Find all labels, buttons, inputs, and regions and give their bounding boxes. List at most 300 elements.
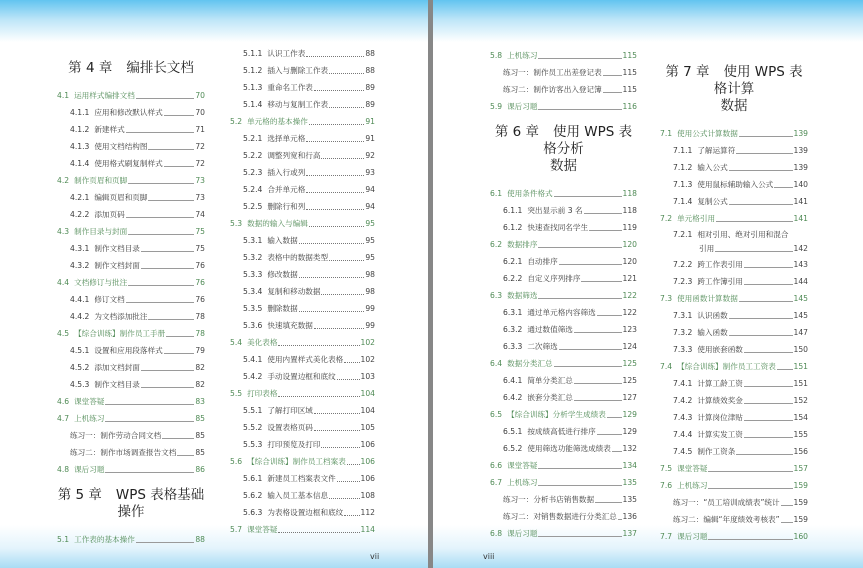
entry-title: 输入公式 bbox=[697, 163, 728, 172]
toc-entry[interactable] bbox=[57, 274, 205, 291]
toc-entry[interactable] bbox=[57, 444, 205, 461]
toc-entry[interactable] bbox=[57, 240, 205, 257]
toc-entry[interactable] bbox=[660, 358, 808, 375]
entry-page-number: 85 bbox=[195, 414, 205, 423]
entry-title: 复制和移动数据 bbox=[267, 287, 321, 296]
chapter-heading bbox=[660, 64, 808, 115]
toc-entry[interactable] bbox=[490, 389, 637, 406]
leader-line bbox=[105, 421, 194, 422]
leader-line bbox=[538, 468, 621, 469]
leader-line bbox=[278, 532, 359, 533]
entry-page-number: 115 bbox=[622, 51, 637, 60]
toc-entry[interactable] bbox=[660, 159, 808, 176]
entry-title: 【综合训练】制作员工档案表 bbox=[247, 457, 346, 466]
toc-entry[interactable] bbox=[230, 487, 375, 504]
toc-entry[interactable] bbox=[230, 402, 375, 419]
entry-page-number: 119 bbox=[622, 223, 637, 232]
entry-page-number: 151 bbox=[793, 379, 808, 388]
entry-page-number: 142 bbox=[793, 244, 808, 253]
toc-entry[interactable] bbox=[230, 470, 375, 487]
entry-page-number: 104 bbox=[360, 389, 375, 398]
leader-line bbox=[128, 234, 194, 235]
entry-page-number: 95 bbox=[365, 253, 375, 262]
entry-page-number: 154 bbox=[793, 413, 808, 422]
entry-number: 6.4 bbox=[490, 359, 503, 368]
entry-number: 4.4.1 bbox=[70, 295, 90, 304]
toc-entry[interactable] bbox=[230, 317, 375, 334]
entry-title: 课堂答疑 bbox=[74, 397, 105, 406]
entry-title: 上机练习 bbox=[507, 51, 538, 60]
entry-page-number: 76 bbox=[195, 261, 205, 270]
entry-page-number: 88 bbox=[365, 66, 375, 75]
chapter-heading bbox=[57, 60, 205, 77]
leader-line bbox=[141, 251, 194, 252]
entry-title: 手动设置边框和底纹 bbox=[267, 372, 336, 381]
toc-entry[interactable] bbox=[490, 98, 637, 115]
entry-title: 为文档添加批注 bbox=[94, 312, 148, 321]
leader-line bbox=[538, 485, 621, 486]
entry-number: 5.9 bbox=[490, 102, 503, 111]
toc-entry[interactable] bbox=[660, 528, 808, 545]
entry-title: 编辑页眉和页脚 bbox=[94, 193, 148, 202]
toc-entry[interactable] bbox=[490, 338, 637, 355]
entry-title: 二次筛选 bbox=[527, 342, 558, 351]
leader-line bbox=[715, 251, 792, 252]
toc-entry[interactable] bbox=[660, 392, 808, 409]
leader-line bbox=[708, 539, 792, 540]
entry-number: 4.1.1 bbox=[70, 108, 90, 117]
chapter-title: 使用 WPS 表格分析 bbox=[543, 124, 633, 157]
leader-line bbox=[344, 515, 359, 516]
toc-entry[interactable] bbox=[57, 223, 205, 240]
entry-number: 7.6 bbox=[660, 481, 673, 490]
leader-line bbox=[278, 396, 359, 397]
toc-entry[interactable] bbox=[230, 351, 375, 368]
toc-entry[interactable] bbox=[57, 87, 205, 104]
toc-entry[interactable] bbox=[230, 385, 375, 402]
entry-number: 5.6.3 bbox=[243, 508, 263, 517]
leader-line bbox=[744, 284, 793, 285]
entry-title: 跨工作簿引用 bbox=[697, 277, 743, 286]
toc-entry[interactable] bbox=[660, 290, 808, 307]
entry-page-number: 89 bbox=[365, 83, 375, 92]
entry-title: 快速查找同名学生 bbox=[527, 223, 589, 232]
toc-entry[interactable] bbox=[490, 355, 637, 372]
toc-entry[interactable] bbox=[57, 104, 205, 121]
leader-line bbox=[126, 132, 195, 133]
toc-entry[interactable] bbox=[490, 321, 637, 338]
entry-number: 4.3 bbox=[57, 227, 70, 236]
chapter-title-line bbox=[57, 487, 205, 521]
leader-line bbox=[744, 420, 793, 421]
leader-line bbox=[164, 353, 195, 354]
entry-title: 工作表的基本操作 bbox=[74, 535, 135, 544]
entry-number: 7.1.4 bbox=[673, 197, 693, 206]
leader-line bbox=[141, 387, 194, 388]
toc-entry[interactable] bbox=[57, 325, 205, 342]
toc-entry[interactable] bbox=[230, 181, 375, 198]
entry-title: 【综合训练】分析学生成绩表 bbox=[507, 410, 606, 419]
toc-entry[interactable] bbox=[490, 406, 637, 423]
entry-title: 制作文档目录 bbox=[94, 244, 140, 253]
entry-number: 5.1.2 bbox=[243, 66, 263, 75]
entry-page-number: 88 bbox=[365, 49, 375, 58]
entry-page-number: 118 bbox=[622, 189, 637, 198]
entry-title: 使用函数计算数据 bbox=[677, 294, 738, 303]
toc-entry[interactable] bbox=[490, 81, 637, 98]
toc-entry[interactable] bbox=[57, 172, 205, 189]
entry-number: 4.3.1 bbox=[70, 244, 90, 253]
chapter-number: 第 6 章 bbox=[494, 124, 539, 140]
leader-line bbox=[329, 73, 364, 74]
entry-page-number: 89 bbox=[365, 100, 375, 109]
leader-line bbox=[164, 166, 195, 167]
chapter-title: 数据 bbox=[550, 158, 577, 174]
toc-entry[interactable] bbox=[57, 257, 205, 274]
entry-number: 6.6 bbox=[490, 461, 503, 470]
entry-page-number: 115 bbox=[622, 85, 637, 94]
entry-number: 6.3.1 bbox=[503, 308, 523, 317]
toc-column bbox=[230, 45, 375, 538]
entry-title: 打印预览及打印 bbox=[267, 440, 321, 449]
entry-number: 7.1.2 bbox=[673, 163, 693, 172]
toc-entry[interactable] bbox=[57, 342, 205, 359]
leader-line bbox=[612, 451, 622, 452]
entry-page-number: 120 bbox=[622, 240, 637, 249]
toc-entry[interactable] bbox=[660, 256, 808, 273]
toc-entry[interactable] bbox=[660, 273, 808, 290]
toc-entry[interactable] bbox=[660, 142, 808, 159]
toc-entry[interactable] bbox=[660, 511, 808, 528]
leader-line bbox=[538, 247, 621, 248]
entry-title: 修订文档 bbox=[94, 295, 125, 304]
toc-entry[interactable] bbox=[490, 474, 637, 491]
entry-page-number: 95 bbox=[365, 236, 375, 245]
toc-entry[interactable] bbox=[230, 266, 375, 283]
toc-entry[interactable] bbox=[660, 409, 808, 426]
toc-entry[interactable] bbox=[660, 426, 808, 443]
entry-number: 5.2.5 bbox=[243, 202, 263, 211]
toc-entry[interactable] bbox=[660, 227, 808, 241]
entry-page-number: 143 bbox=[793, 260, 808, 269]
entry-page-number: 136 bbox=[622, 512, 637, 521]
toc-entry[interactable] bbox=[230, 96, 375, 113]
toc-entry[interactable] bbox=[230, 504, 375, 521]
entry-title: 使用文档结构图 bbox=[94, 142, 148, 151]
leader-line bbox=[126, 217, 195, 218]
entry-number: 4.1.4 bbox=[70, 159, 90, 168]
entry-number: 7.1.3 bbox=[673, 180, 693, 189]
toc-entry[interactable] bbox=[230, 453, 375, 470]
page-number: vii bbox=[370, 552, 380, 561]
toc-entry[interactable] bbox=[490, 236, 637, 253]
entry-page-number: 92 bbox=[365, 151, 375, 160]
leader-line bbox=[314, 328, 364, 329]
entry-number: 5.1.4 bbox=[243, 100, 263, 109]
entry-page-number: 76 bbox=[195, 295, 205, 304]
leader-line bbox=[321, 447, 359, 448]
toc-entry[interactable] bbox=[230, 62, 375, 79]
toc-page-right bbox=[433, 0, 863, 568]
entry-page-number: 141 bbox=[793, 197, 808, 206]
toc-entry[interactable] bbox=[57, 427, 205, 444]
entry-title: 认识工作表 bbox=[267, 49, 306, 58]
toc-entry[interactable] bbox=[660, 307, 808, 324]
entry-number: 5.5.1 bbox=[243, 406, 263, 415]
entry-title: 文档修订与批注 bbox=[74, 278, 128, 287]
entry-title: 认识函数 bbox=[697, 311, 728, 320]
entry-title: 设置和应用段落样式 bbox=[94, 346, 163, 355]
leader-line bbox=[708, 488, 792, 489]
toc-entry[interactable] bbox=[57, 189, 205, 206]
toc-entry[interactable] bbox=[660, 443, 808, 460]
entry-number: 6.3.2 bbox=[503, 325, 523, 334]
leader-line bbox=[607, 417, 622, 418]
toc-entry[interactable] bbox=[230, 249, 375, 266]
chapter-number: 第 7 章 bbox=[665, 64, 710, 80]
toc-entry[interactable] bbox=[230, 334, 375, 351]
entry-page-number: 71 bbox=[195, 125, 205, 134]
toc-entry[interactable] bbox=[57, 393, 205, 410]
entry-page-number: 112 bbox=[360, 508, 375, 517]
toc-entry[interactable] bbox=[57, 206, 205, 223]
entry-page-number: 147 bbox=[793, 328, 808, 337]
leader-line bbox=[554, 366, 622, 367]
leader-line bbox=[584, 213, 622, 214]
entry-page-number: 99 bbox=[365, 321, 375, 330]
toc-entry[interactable] bbox=[57, 376, 205, 393]
entry-page-number: 122 bbox=[622, 308, 637, 317]
toc-entry[interactable] bbox=[230, 198, 375, 215]
toc-entry[interactable] bbox=[490, 525, 637, 542]
entry-number: 4.6 bbox=[57, 397, 70, 406]
leader-line bbox=[708, 471, 792, 472]
toc-entry[interactable] bbox=[660, 324, 808, 341]
toc-entry[interactable] bbox=[57, 121, 205, 138]
toc-entry[interactable] bbox=[230, 79, 375, 96]
toc-entry[interactable] bbox=[490, 202, 637, 219]
entry-number: 6.1 bbox=[490, 189, 503, 198]
entry-page-number: 73 bbox=[195, 193, 205, 202]
leader-line bbox=[736, 153, 792, 154]
entry-title: 数据排序 bbox=[507, 240, 538, 249]
toc-entry[interactable] bbox=[57, 410, 205, 427]
toc-entry[interactable] bbox=[490, 491, 637, 508]
entry-number: 4.1.2 bbox=[70, 125, 90, 134]
toc-entry[interactable] bbox=[230, 419, 375, 436]
entry-page-number: 72 bbox=[195, 142, 205, 151]
toc-entry[interactable] bbox=[57, 461, 205, 478]
toc-entry[interactable] bbox=[230, 232, 375, 249]
leader-line bbox=[299, 243, 365, 244]
leader-line bbox=[581, 281, 621, 282]
entry-page-number: 150 bbox=[793, 345, 808, 354]
toc-entry[interactable] bbox=[490, 270, 637, 287]
entry-number: 4.5 bbox=[57, 329, 70, 338]
leader-line bbox=[321, 294, 364, 295]
entry-page-number: 78 bbox=[195, 312, 205, 321]
chapter-number: 第 5 章 bbox=[57, 487, 102, 503]
toc-entry[interactable] bbox=[230, 147, 375, 164]
entry-title: 【综合训练】制作员工手册 bbox=[74, 329, 166, 338]
entry-title: 修改数据 bbox=[267, 270, 298, 279]
toc-entry[interactable] bbox=[660, 477, 808, 494]
entry-title: 合并单元格 bbox=[267, 185, 306, 194]
entry-page-number: 106 bbox=[360, 457, 375, 466]
toc-entry[interactable] bbox=[490, 219, 637, 236]
entry-title: 突出显示前 3 名 bbox=[527, 206, 583, 215]
entry-page-number: 73 bbox=[195, 176, 205, 185]
toc-entry[interactable] bbox=[490, 423, 637, 440]
leader-line bbox=[141, 268, 194, 269]
leader-line bbox=[105, 472, 194, 473]
entry-page-number: 102 bbox=[360, 355, 375, 364]
entry-title: 嵌套分类汇总 bbox=[527, 393, 573, 402]
leader-line bbox=[148, 200, 194, 201]
leader-line bbox=[729, 318, 793, 319]
toc-entry[interactable] bbox=[57, 291, 205, 308]
toc-entry[interactable] bbox=[490, 440, 637, 457]
entry-page-number: 116 bbox=[622, 102, 637, 111]
entry-page-number: 121 bbox=[622, 274, 637, 283]
toc-entry[interactable] bbox=[490, 304, 637, 321]
toc-entry[interactable] bbox=[660, 193, 808, 210]
entry-title: 设置表格页码 bbox=[267, 423, 313, 432]
entry-page-number: 94 bbox=[365, 202, 375, 211]
entry-page-number: 74 bbox=[195, 210, 205, 219]
toc-entry[interactable] bbox=[660, 125, 808, 142]
leader-line bbox=[306, 209, 364, 210]
leader-line bbox=[314, 430, 360, 431]
leader-line bbox=[597, 434, 622, 435]
toc-entry[interactable] bbox=[660, 176, 808, 193]
entry-number: 7.3.2 bbox=[673, 328, 693, 337]
toc-entry[interactable] bbox=[230, 436, 375, 453]
toc-entry[interactable] bbox=[490, 287, 637, 304]
entry-page-number: 82 bbox=[195, 380, 205, 389]
toc-entry[interactable] bbox=[230, 521, 375, 538]
entry-number: 7.4.1 bbox=[673, 379, 693, 388]
chapter-title: 编排长文档 bbox=[126, 60, 194, 76]
leader-line bbox=[744, 386, 793, 387]
entry-title: 课堂答疑 bbox=[677, 464, 708, 473]
toc-entry[interactable] bbox=[57, 359, 205, 376]
toc-entry[interactable] bbox=[660, 375, 808, 392]
entry-number: 7.3.3 bbox=[673, 345, 693, 354]
entry-page-number: 72 bbox=[195, 159, 205, 168]
entry-number: 5.3.1 bbox=[243, 236, 263, 245]
toc-entry[interactable] bbox=[230, 300, 375, 317]
entry-title: 插入与删除工作表 bbox=[267, 66, 329, 75]
toc-entry[interactable] bbox=[660, 494, 808, 511]
chapter-title: WPS 表格基础操作 bbox=[115, 487, 205, 520]
entry-title: 计算实发工资 bbox=[697, 430, 743, 439]
entry-page-number: 139 bbox=[793, 146, 808, 155]
entry-number: 6.4.1 bbox=[503, 376, 523, 385]
entry-number: 7.2.2 bbox=[673, 260, 693, 269]
toc-entry[interactable] bbox=[57, 531, 205, 548]
entry-page-number: 129 bbox=[622, 410, 637, 419]
entry-number: 6.2.1 bbox=[503, 257, 523, 266]
toc-entry[interactable] bbox=[230, 45, 375, 62]
entry-number: 6.1.1 bbox=[503, 206, 523, 215]
entry-title: 选择单元格 bbox=[267, 134, 306, 143]
toc-entry[interactable] bbox=[490, 253, 637, 270]
toc-entry[interactable] bbox=[490, 47, 637, 64]
toc-entry[interactable] bbox=[230, 130, 375, 147]
entry-page-number: 120 bbox=[622, 257, 637, 266]
toc-entry[interactable] bbox=[490, 185, 637, 202]
entry-page-number: 76 bbox=[195, 278, 205, 287]
toc-entry[interactable] bbox=[490, 64, 637, 81]
entry-page-number: 122 bbox=[622, 291, 637, 300]
leader-line bbox=[309, 124, 365, 125]
toc-entry[interactable] bbox=[660, 341, 808, 358]
leader-line bbox=[574, 383, 622, 384]
leader-line bbox=[744, 267, 793, 268]
toc-entry[interactable] bbox=[230, 113, 375, 130]
entry-page-number: 83 bbox=[195, 397, 205, 406]
entry-title: 计算绩效奖金 bbox=[697, 396, 743, 405]
entry-number: 5.3.2 bbox=[243, 253, 263, 262]
toc-entry[interactable] bbox=[490, 457, 637, 474]
leader-line bbox=[148, 149, 194, 150]
toc-entry[interactable] bbox=[660, 460, 808, 477]
entry-title: 制作页眉和页脚 bbox=[74, 176, 128, 185]
toc-entry[interactable] bbox=[490, 372, 637, 389]
leader-line bbox=[299, 277, 365, 278]
entry-title: 上机练习 bbox=[507, 478, 538, 487]
entry-number: 6.2.2 bbox=[503, 274, 523, 283]
toc-entry[interactable] bbox=[57, 138, 205, 155]
toc-entry[interactable] bbox=[230, 215, 375, 232]
toc-entry[interactable] bbox=[230, 283, 375, 300]
entry-number: 4.3.2 bbox=[70, 261, 90, 270]
entry-page-number: 98 bbox=[365, 287, 375, 296]
entry-title: 【综合训练】制作员工工资表 bbox=[677, 362, 776, 371]
toc-entry[interactable] bbox=[230, 164, 375, 181]
toc-entry[interactable] bbox=[660, 210, 808, 227]
toc-entry[interactable] bbox=[230, 368, 375, 385]
entry-number: 7.1 bbox=[660, 129, 673, 138]
toc-entry[interactable] bbox=[490, 508, 637, 525]
entry-page-number: 93 bbox=[365, 168, 375, 177]
entry-title: 练习一：“员工培训成绩表”统计 bbox=[673, 498, 780, 507]
toc-column bbox=[57, 51, 205, 548]
toc-entry[interactable] bbox=[57, 155, 205, 172]
entry-title: 移动与复制工作表 bbox=[267, 100, 329, 109]
entry-page-number: 75 bbox=[195, 227, 205, 236]
leader-line bbox=[329, 107, 364, 108]
entry-title: 使用鼠标辅助输入公式 bbox=[697, 180, 774, 189]
entry-number: 4.2 bbox=[57, 176, 70, 185]
toc-entry-continuation[interactable] bbox=[660, 241, 808, 256]
entry-title: 通过单元格内容筛选 bbox=[527, 308, 596, 317]
entry-title: 练习二：编辑“年度绩效考核表” bbox=[673, 515, 780, 524]
entry-number: 5.3.3 bbox=[243, 270, 263, 279]
entry-title: 输入函数 bbox=[697, 328, 728, 337]
entry-page-number: 124 bbox=[622, 342, 637, 351]
entry-number: 5.4.2 bbox=[243, 372, 263, 381]
chapter-title: 数据 bbox=[720, 98, 748, 114]
entry-title: 使用格式刷复制样式 bbox=[94, 159, 163, 168]
leader-line bbox=[538, 58, 621, 59]
entry-page-number: 151 bbox=[793, 362, 808, 371]
leader-line bbox=[162, 438, 194, 439]
entry-number: 6.2 bbox=[490, 240, 503, 249]
entry-title: 课堂答疑 bbox=[247, 525, 278, 534]
toc-entry[interactable] bbox=[57, 308, 205, 325]
